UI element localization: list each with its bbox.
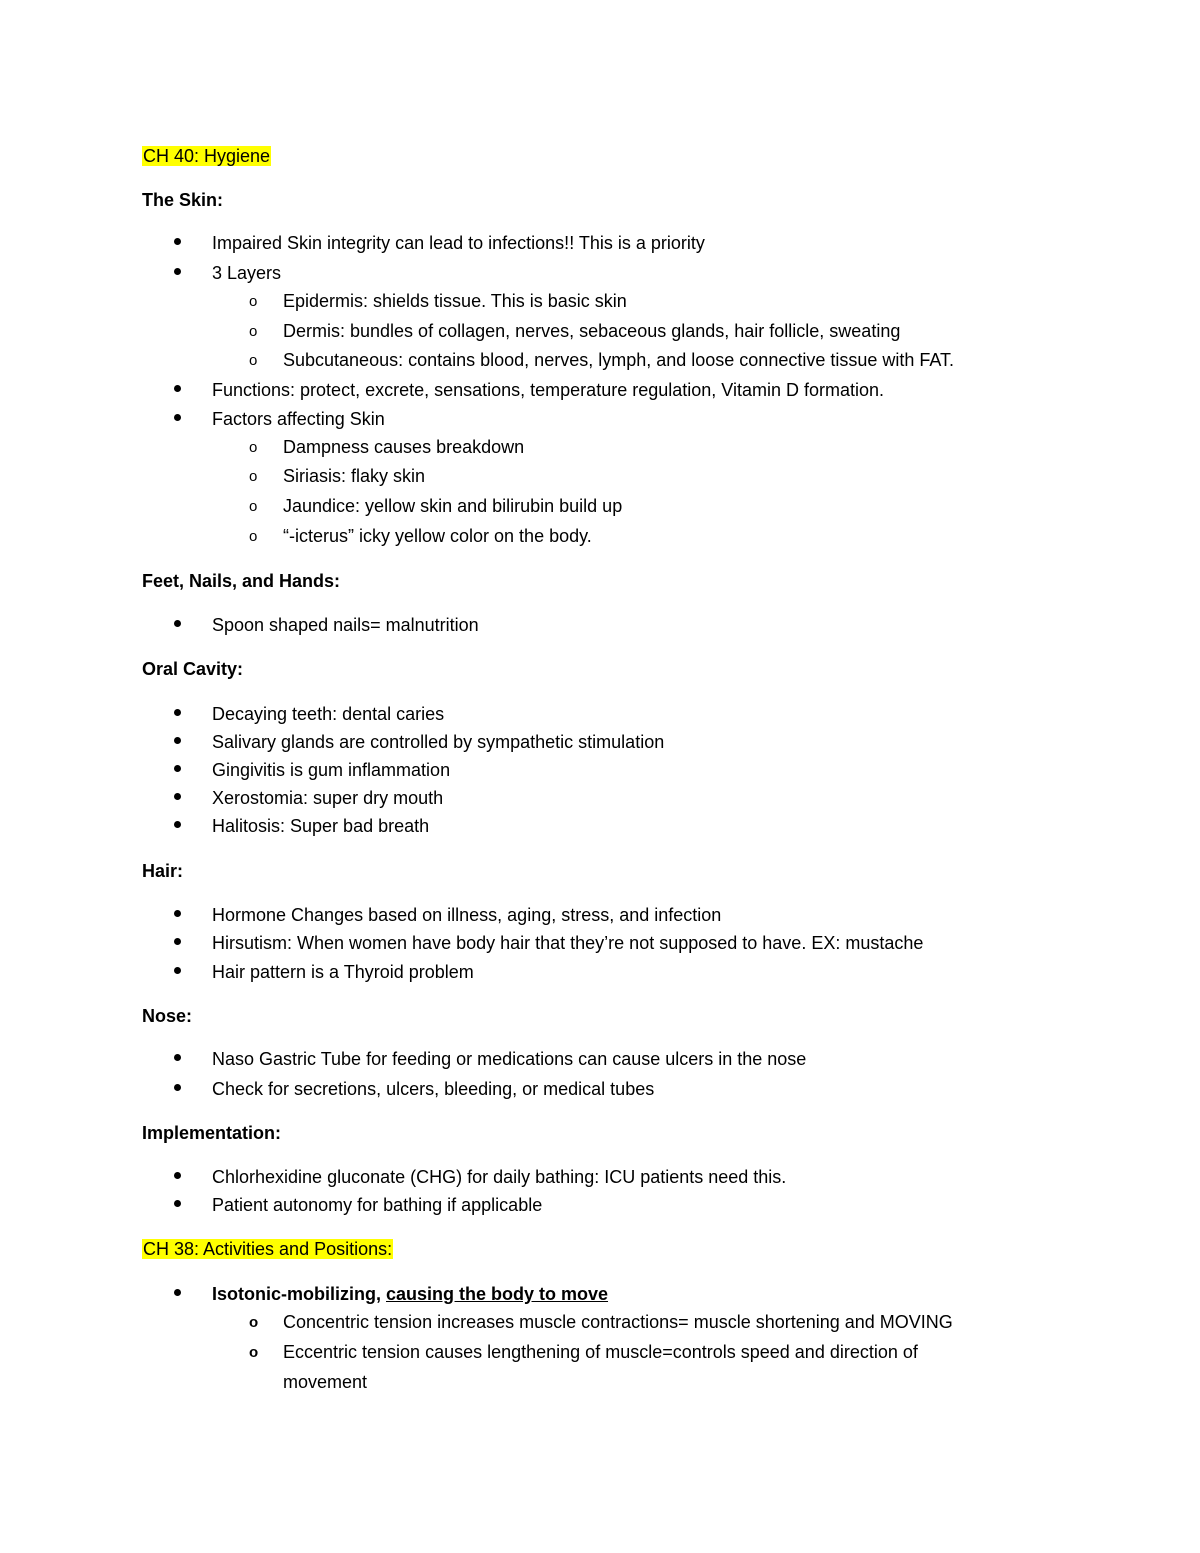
sub-list-item: “-icterus” icky yellow color on the body. (283, 526, 592, 546)
bullet-icon (172, 613, 182, 623)
sub-bullet-icon: o (249, 439, 258, 456)
list-item: Hirsutism: When women have body hair that they’re not supposed to have. EX: mustache (212, 933, 924, 953)
list-item: Functions: protect, excrete, sensations, temperature regulation, Vitamin D formation. (212, 380, 884, 400)
sub-bullet-icon: o (249, 1314, 259, 1331)
bullet-icon (172, 814, 182, 824)
bullet-icon (172, 1047, 182, 1057)
bullet-icon (172, 786, 182, 796)
sub-list-item-continuation: movement (283, 1372, 368, 1392)
chapter-40-title-text: CH 40: Hygiene (143, 146, 271, 166)
isotonic-underlined-text: causing the body to move (386, 1284, 609, 1304)
sub-bullet-icon: o (249, 1344, 259, 1361)
bullet-icon (172, 231, 182, 241)
bullet-icon (172, 1193, 182, 1203)
sub-list-item: Jaundice: yellow skin and bilirubin build up (283, 496, 623, 516)
implementation-heading: Implementation: (142, 1123, 282, 1143)
list-item: Chlorhexidine gluconate (CHG) for daily bathing: ICU patients need this. (212, 1167, 787, 1187)
feet-heading: Feet, Nails, and Hands: (142, 571, 341, 591)
sub-list-item: Concentric tension increases muscle contractions= muscle shortening and MOVING (283, 1312, 953, 1332)
list-item: Hormone Changes based on illness, aging, stress, and infection (212, 905, 722, 925)
chapter-38-title (142, 1237, 393, 1261)
sub-list-item: Dampness causes breakdown (283, 437, 525, 457)
list-item: Halitosis: Super bad breath (212, 816, 430, 836)
bullet-icon (172, 1077, 182, 1087)
sub-bullet-icon: o (249, 293, 258, 310)
sub-bullet-icon: o (249, 468, 258, 485)
skin-heading: The Skin: (142, 190, 224, 210)
bullet-icon (172, 960, 182, 970)
bullet-icon (172, 903, 182, 913)
hair-heading: Hair: (142, 861, 184, 881)
list-item: Gingivitis is gum inflammation (212, 760, 451, 780)
list-item: Check for secretions, ulcers, bleeding, or medical tubes (212, 1079, 655, 1099)
isotonic-label: Isotonic-mobilizing, (212, 1284, 386, 1304)
list-item-isotonic (212, 1282, 608, 1306)
bullet-icon (172, 931, 182, 941)
sub-list-item: Subcutaneous: contains blood, nerves, lymph, and loose connective tissue with FAT. (283, 350, 955, 370)
bullet-icon (172, 378, 182, 388)
list-item: Impaired Skin integrity can lead to infections!! This is a priority (212, 233, 705, 253)
sub-bullet-icon: o (249, 528, 258, 545)
sub-bullet-icon: o (249, 498, 258, 515)
list-item: Salivary glands are controlled by sympathetic stimulation (212, 732, 665, 752)
bullet-icon (172, 758, 182, 768)
bullet-icon (172, 730, 182, 740)
list-item: Xerostomia: super dry mouth (212, 788, 444, 808)
bullet-icon (172, 1282, 182, 1292)
bullet-icon (172, 407, 182, 417)
list-item: Decaying teeth: dental caries (212, 704, 445, 724)
sub-bullet-icon: o (249, 352, 258, 369)
sub-list-item: Siriasis: flaky skin (283, 466, 426, 486)
sub-list-item: Dermis: bundles of collagen, nerves, sebaceous glands, hair follicle, sweating (283, 321, 901, 341)
list-item: Factors affecting Skin (212, 409, 385, 429)
list-item: Patient autonomy for bathing if applicable (212, 1195, 543, 1215)
list-item: Naso Gastric Tube for feeding or medications can cause ulcers in the nose (212, 1049, 807, 1069)
chapter-40-title (142, 144, 271, 168)
bullet-icon (172, 1165, 182, 1175)
list-item: 3 Layers (212, 263, 282, 283)
list-item: Spoon shaped nails= malnutrition (212, 615, 479, 635)
bullet-icon (172, 261, 182, 271)
sub-list-item: Epidermis: shields tissue. This is basic skin (283, 291, 627, 311)
nose-heading: Nose: (142, 1006, 193, 1026)
bullet-icon (172, 702, 182, 712)
sub-list-item: Eccentric tension causes lengthening of muscle=controls speed and direction of (283, 1342, 918, 1362)
chapter-38-title-text: CH 38: Activities and Positions: (143, 1239, 393, 1259)
sub-bullet-icon: o (249, 323, 258, 340)
oral-heading: Oral Cavity: (142, 659, 244, 679)
list-item: Hair pattern is a Thyroid problem (212, 962, 474, 982)
